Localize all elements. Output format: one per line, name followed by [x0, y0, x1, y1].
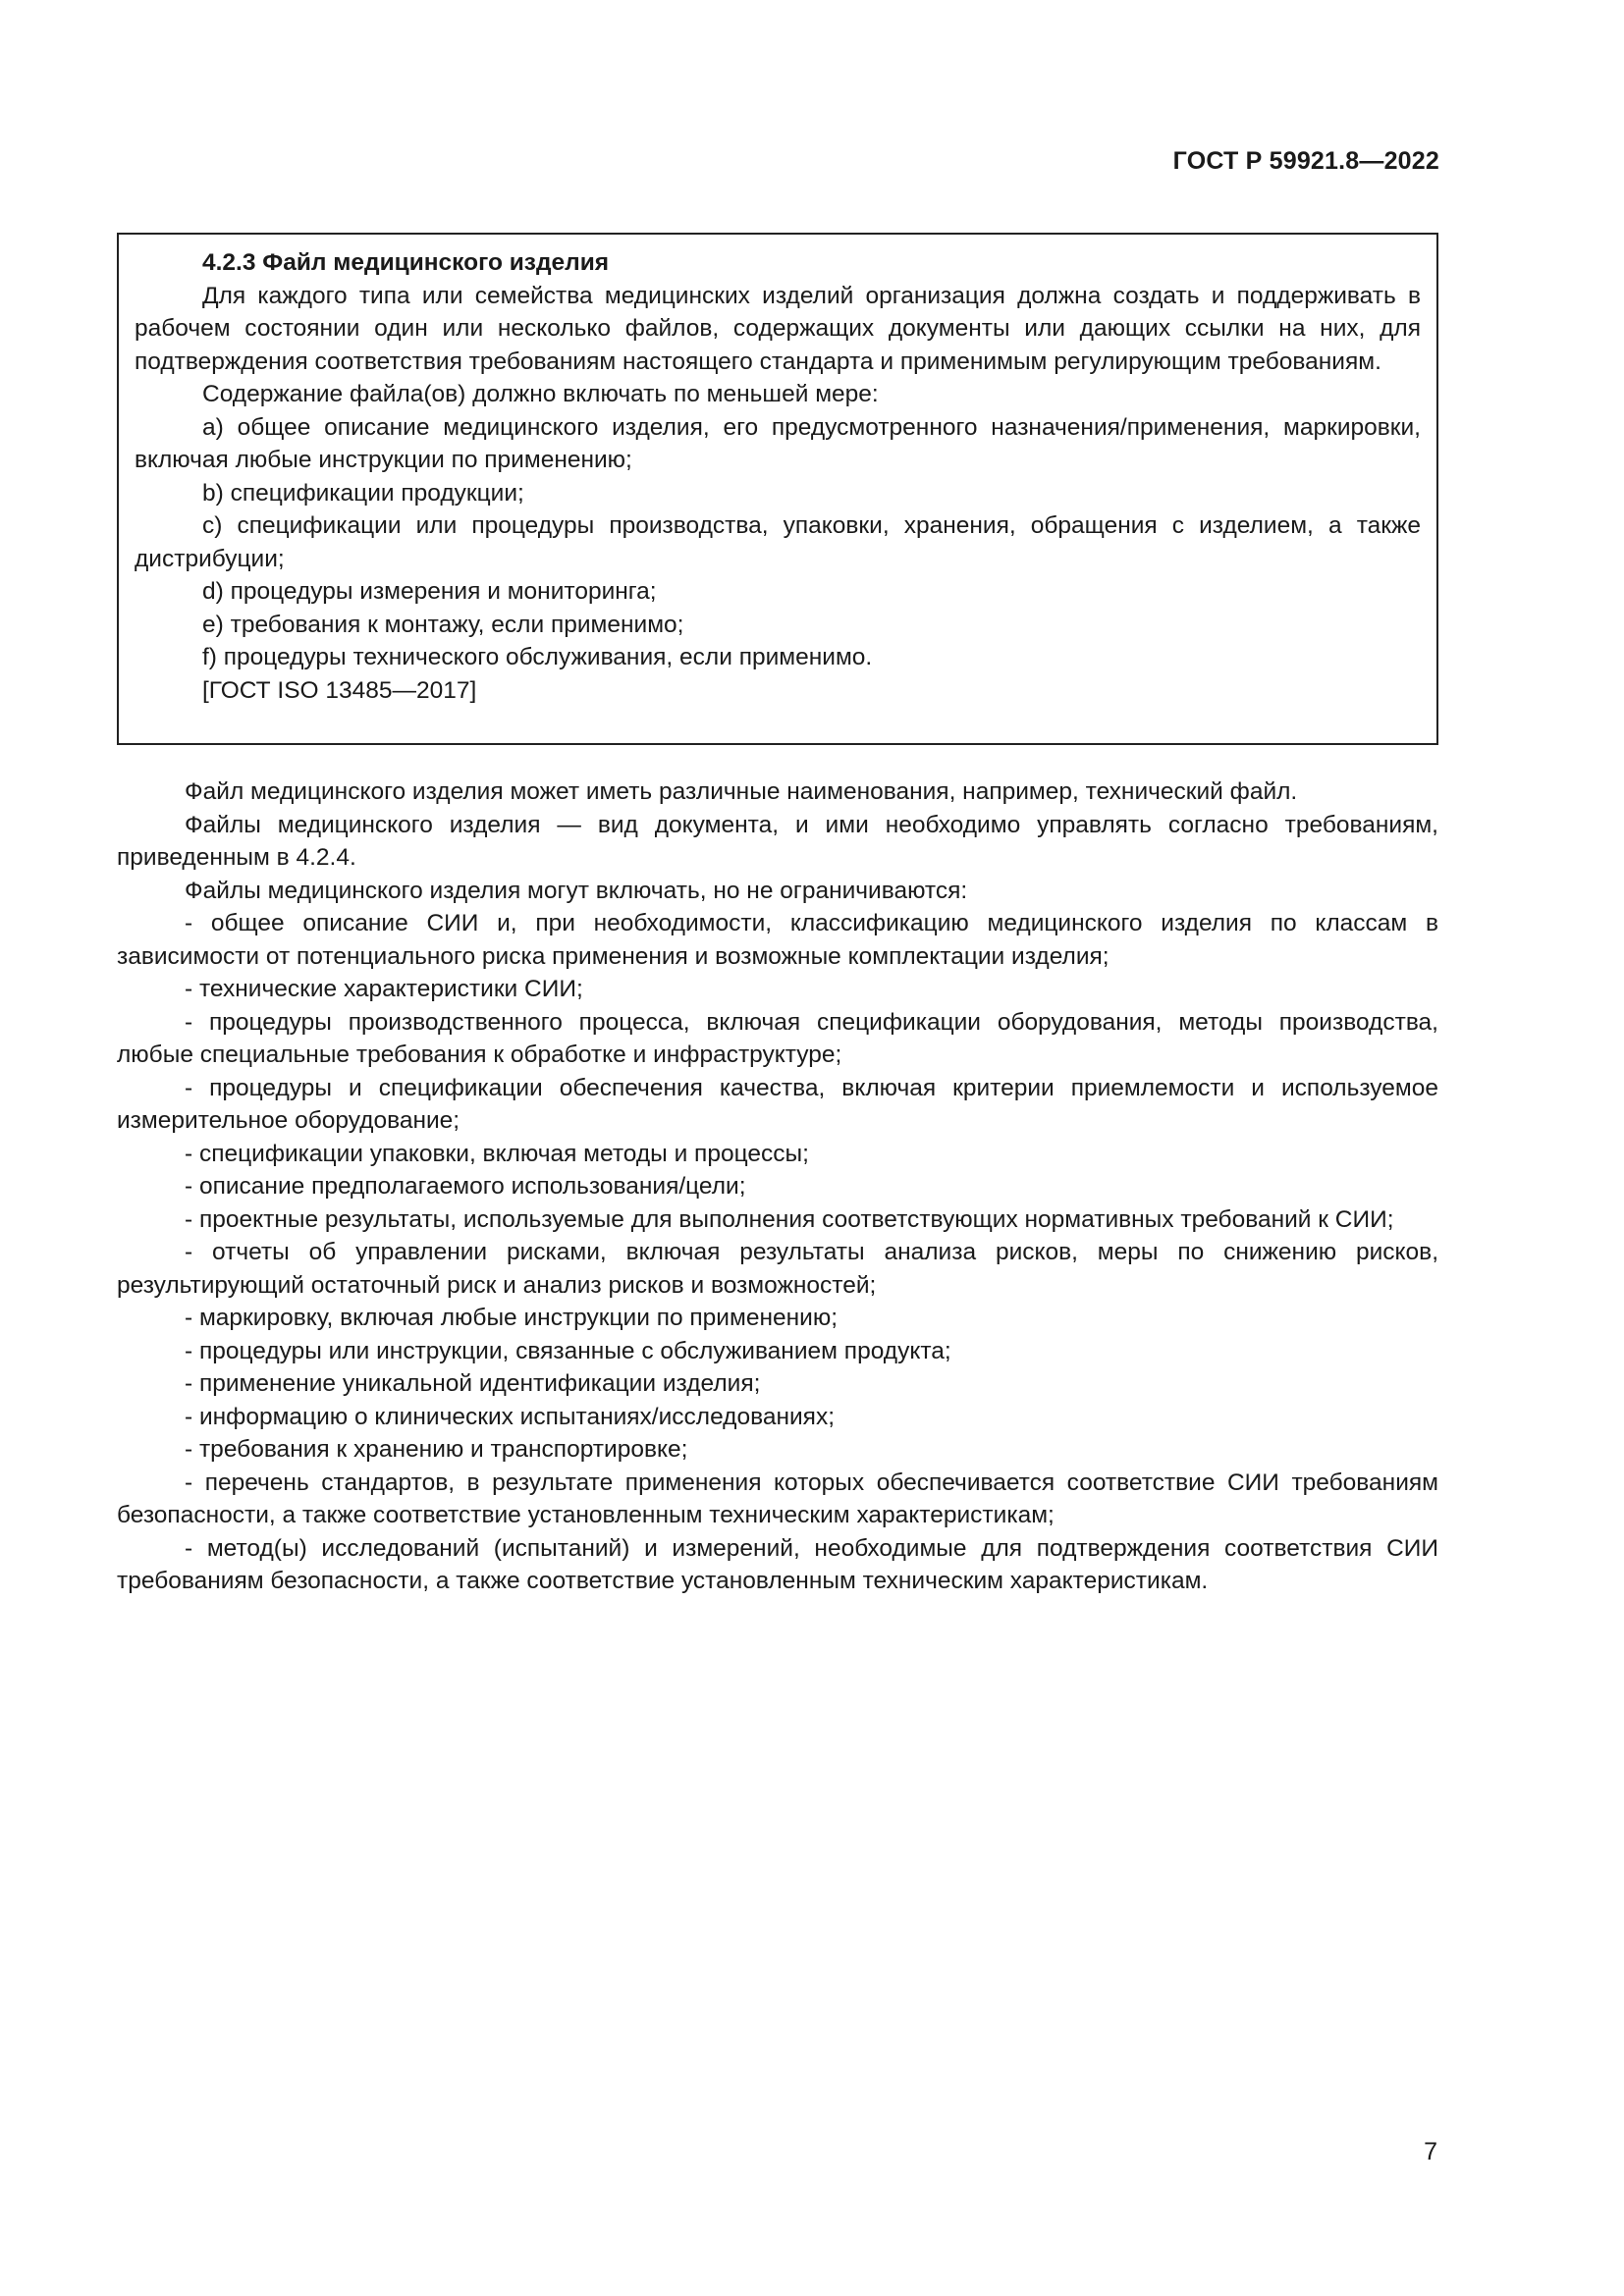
box-paragraph: Для каждого типа или семейства медицинских изделий организация должна создать и поддерживать в рабочем состоянии один или несколько файлов, содержащих документы или дающих ссылки на них, для подтверждения соответствия требованиям настоящего стандарта и применимым регулирующим требованиям. [135, 282, 1421, 375]
box-paragraph: Содержание файла(ов) должно включать по меньшей мере: [202, 381, 879, 407]
body-list-item: - метод(ы) исследований (испытаний) и измерений, необходимые для подтверждения соответствия СИИ требованиям безопасности, а также соответствие установленным техническим характеристикам. [117, 1534, 1438, 1594]
section-title: 4.2.3 Файл медицинского изделия [202, 249, 610, 276]
body-list-item: - процедуры или инструкции, связанные с обслуживанием продукта; [185, 1337, 951, 1364]
box-citation: [ГОСТ ISO 13485—2017] [202, 676, 477, 704]
main-body [117, 775, 1438, 1598]
body-list-item: - перечень стандартов, в результате применения которых обеспечивается соответствие СИИ требованиям безопасности, а также соответствие установленным техническим характеристикам; [117, 1468, 1438, 1528]
body-paragraph: Файлы медицинского изделия — вид документа, и ими необходимо управлять согласно требованиям, приведенным в 4.2.4. [117, 811, 1438, 871]
body-list-item: - проектные результаты, используемые для выполнения соответствующих нормативных требований к СИИ; [185, 1205, 1394, 1233]
body-list-item: - отчеты об управлении рисками, включая результаты анализа рисков, меры по снижению рисков, результирующий остаточный риск и анализ рисков и возможностей; [117, 1239, 1438, 1299]
body-list-item: - спецификации упаковки, включая методы и процессы; [185, 1140, 809, 1167]
body-list-item: - описание предполагаемого использования/цели; [185, 1173, 746, 1200]
box-list-item: c) спецификации или процедуры производства, упаковки, хранения, обращения с изделием, а также дистрибуции; [135, 512, 1421, 572]
box-list-item: e) требования к монтажу, если применимо; [202, 611, 684, 638]
body-list-item: - общее описание СИИ и, при необходимости, классификацию медицинского изделия по классам в зависимости от потенциального риска применения и возможные комплектации изделия; [117, 910, 1438, 970]
body-list-item: - маркировку, включая любые инструкции по применению; [185, 1305, 839, 1331]
box-list-item: d) процедуры измерения и мониторинга; [202, 578, 657, 605]
body-list-item: - применение уникальной идентификации изделия; [185, 1370, 761, 1397]
body-list-item: - информацию о клинических испытаниях/исследованиях; [185, 1403, 836, 1430]
box-list-item: f) процедуры технического обслуживания, если применимо. [202, 644, 873, 670]
body-list-item: - технические характеристики СИИ; [185, 976, 583, 1002]
document-number: ГОСТ Р 59921.8—2022 [1172, 147, 1439, 175]
body-list-item: - процедуры и спецификации обеспечения качества, включая критерии приемлемости и используемое измерительное оборудование; [117, 1074, 1438, 1134]
body-paragraph: Файлы медицинского изделия могут включать, но не ограничиваются: [185, 877, 968, 904]
page-number: 7 [1424, 2138, 1437, 2165]
body-list-item: - требования к хранению и транспортировке; [185, 1436, 688, 1463]
box-list-item: a) общее описание медицинского изделия, его предусмотренного назначения/применения, маркировки, включая любые инструкции по применению; [135, 413, 1421, 473]
body-list-item: - процедуры производственного процесса, включая спецификации оборудования, методы производства, любые специальные требования к обработке и инфраструктуре; [117, 1008, 1438, 1068]
body-paragraph: Файл медицинского изделия может иметь различные наименования, например, технический файл. [185, 778, 1298, 805]
quoted-definition-box [117, 233, 1438, 745]
box-list-item: b) спецификации продукции; [202, 479, 524, 507]
